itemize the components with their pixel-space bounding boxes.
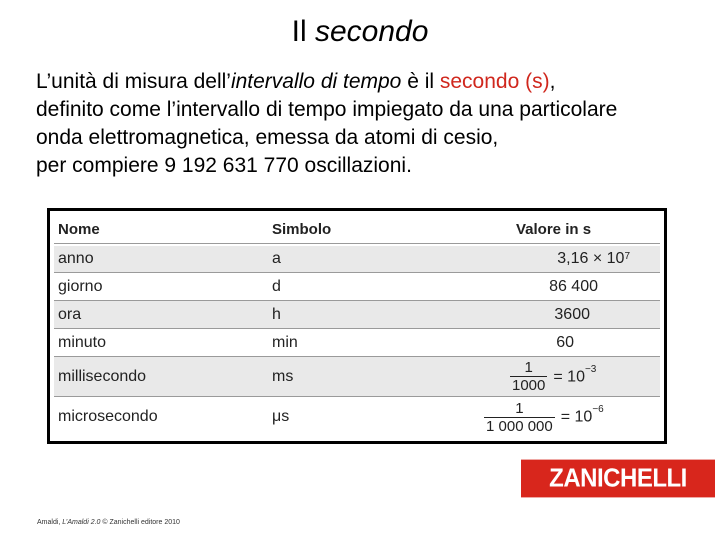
table-row: ora h 3600 bbox=[54, 301, 660, 329]
units-table bbox=[47, 208, 667, 444]
table-row: millisecondo ms $\frac{1}{1000}$ = $10^{-3}$ bbox=[54, 357, 660, 397]
header-symbol: Simbolo bbox=[272, 221, 332, 238]
title-italic: secondo bbox=[314, 15, 429, 48]
table-row: minuto min 60 bbox=[54, 329, 660, 357]
fraction-ms: $\frac{1}{1000}$ bbox=[512, 359, 546, 394]
header-value: Valore in s bbox=[516, 221, 592, 238]
footer-credit: Amaldi, L’Amaldi 2.0 © Zanichelli editore 2010 bbox=[37, 519, 180, 526]
paragraph-line-3: onda elettromagnetica, emessa da atomi di cesio, bbox=[36, 126, 499, 149]
table-row: anno a 3,16 × 10 $^7$ bbox=[54, 246, 660, 273]
fraction-us: $\frac{1}{1 000 000}$ bbox=[486, 399, 553, 435]
zanichelli-logo: ZANICHELLI bbox=[521, 460, 715, 498]
table-header-row bbox=[54, 216, 660, 244]
paragraph-line-4: per compiere 9 192 631 770 oscillazioni. bbox=[36, 154, 412, 177]
highlight-secondo: secondo (s) bbox=[439, 70, 550, 93]
table-row: giorno d 86 400 bbox=[54, 273, 660, 301]
table-row: microsecondo μs $\frac{1}{1 000 000}$ = $10^{-6}$ bbox=[58, 399, 604, 435]
page-title: Il secondo bbox=[291, 15, 429, 48]
definition-paragraph bbox=[36, 68, 716, 180]
paragraph-line-2: definito come l’intervallo di tempo impiegato da una particolare bbox=[36, 98, 618, 121]
header-name: Nome bbox=[58, 221, 100, 238]
paragraph-line-1: L’unità di misura dell’intervallo di tempo è il secondo (s), bbox=[36, 70, 556, 93]
